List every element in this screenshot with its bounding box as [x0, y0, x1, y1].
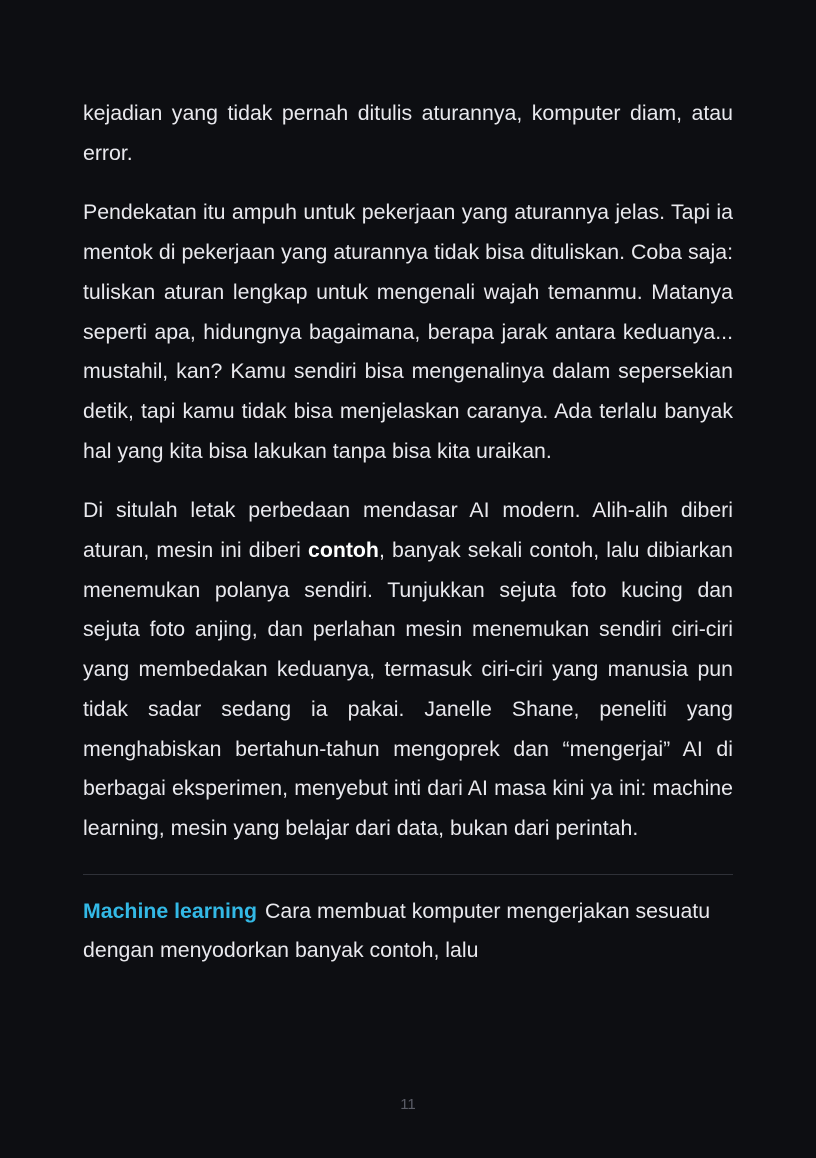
emphasis-contoh: contoh — [307, 538, 379, 563]
paragraph-3 — [83, 491, 733, 848]
definition-term: Machine learning — [83, 898, 257, 923]
paragraph-3-text-end: , banyak sekali contoh, lalu dibiarkan menemukan polanya sendiri. Tunjukkan sejuta foto kucing dan sejuta foto anjing, dan perlahan mesin menemukan sendiri ciri-ciri yang membedakan keduanya, termasuk ciri-ciri yang manusia pun tidak sadar sedang ia pakai. Janelle Shane, peneliti yang menghabiskan bertahun-tahun mengoprek dan “mengerjai” AI di berbagai eksperimen, menyebut inti dari AI masa kini ya ini: machine learning, mesin yang belajar dari data, bukan dari perintah. — [83, 538, 733, 840]
paragraph-2: Pendekatan itu ampuh untuk pekerjaan yang aturannya jelas. Tapi ia mentok di pekerjaan yang aturannya tidak bisa dituliskan. Coba saja: tuliskan aturan lengkap untuk mengenali wajah temanmu. Matanya seperti apa, hidungnya bagaimana, berapa jarak antara keduanya... mustahil, kan? Kamu sendiri bisa mengenalinya dalam sepersekian detik, tapi kamu tidak bisa menjelaskan caranya. Ada terlalu banyak hal yang kita bisa lakukan tanpa bisa kita uraikan. — [83, 200, 733, 463]
section-divider — [83, 874, 733, 875]
definition-box — [83, 892, 733, 971]
page-body — [83, 94, 733, 971]
page-number: 11 — [400, 1096, 416, 1113]
paragraph-1: kejadian yang tidak pernah ditulis aturannya, komputer diam, atau error. — [83, 101, 733, 165]
paragraph-3-text-start: Di situlah letak perbedaan mendasar AI modern. Alih-alih diberi aturan, mesin ini diberi — [83, 498, 733, 563]
definition-text: Cara membuat komputer mengerjakan sesuatu dengan menyodorkan banyak contoh, lalu — [83, 898, 711, 963]
